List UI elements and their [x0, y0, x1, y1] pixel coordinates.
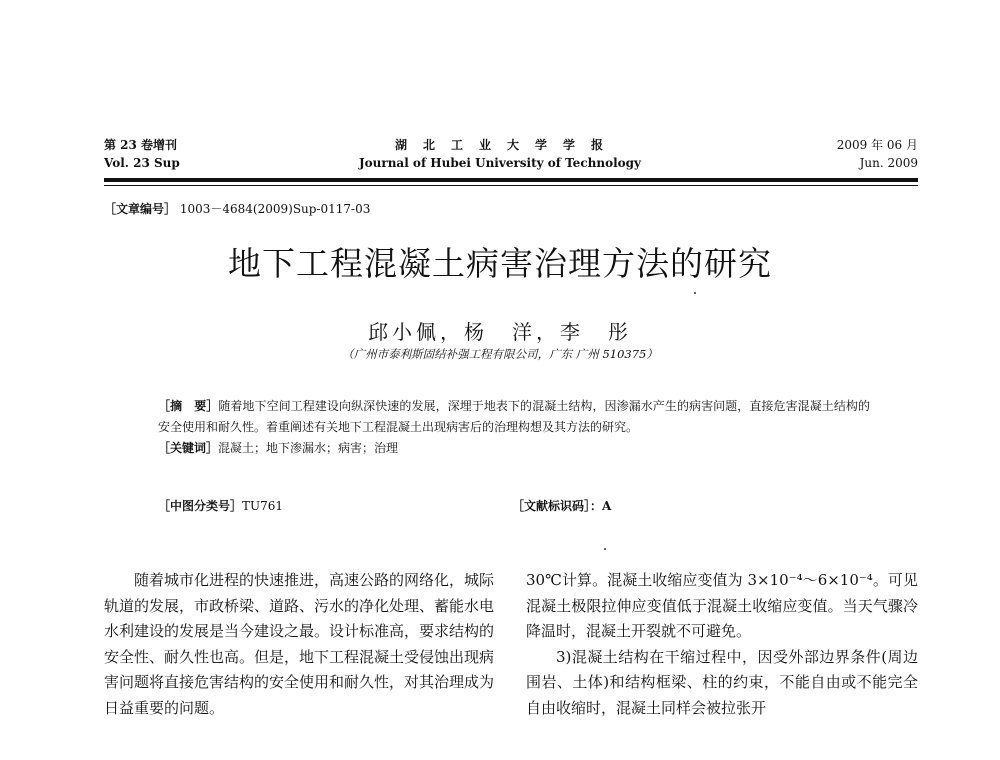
- issue-date-en: Jun. 2009: [859, 156, 918, 170]
- journal-volume: 第 23 卷增刊: [104, 138, 178, 152]
- authors: 邱小佩，杨 洋，李 彤: [368, 320, 632, 344]
- body-paragraph: 3)混凝土结构在干缩过程中，因受外部边界条件(周边围岩、土体)和结构框梁、柱的约束，不能自由或不能完全自由收缩时，混凝土同样会被拉张开: [526, 647, 918, 717]
- issue-date: 2009 年 06 月: [836, 138, 918, 152]
- document-code-label: ［文献标识码］：: [512, 499, 603, 513]
- header-rule-thick: [104, 178, 918, 182]
- clc-value: TU761: [242, 499, 284, 513]
- journal-name-en: Journal of Hubei University of Technology: [358, 156, 642, 170]
- body-left-column: [104, 568, 494, 721]
- affiliation: （广州市泰利斯固结补强工程有限公司，广东 广州 510375）: [342, 347, 658, 361]
- journal-name: 湖 北 工 业 大 学 学 报: [394, 138, 605, 152]
- header-rule-thin: [104, 185, 918, 186]
- clc-label: ［中图分类号］: [158, 499, 243, 513]
- article-number-label: ［文章编号］: [104, 202, 177, 216]
- abstract-label: ［摘 要］: [158, 399, 219, 413]
- paper-title: 地下工程混凝土病害治理方法的研究: [228, 244, 772, 283]
- keywords-label: ［关键词］: [158, 441, 219, 455]
- abstract-text: 随着地下空间工程建设向纵深快速的发展，深埋于地表下的混凝土结构，因渗漏水产生的病害问题，直接危害混凝土结构的安全使用和耐久性。着重阐述有关地下工程混凝土出现病害后的治理构想及其方法的研究。: [158, 399, 870, 434]
- body-paragraph: 随着城市化进程的快速推进，高速公路的网络化，城际轨道的发展，市政桥梁、道路、污水的净化处理、蓄能水电水利建设的发展是当今建设之最。设计标准高，要求结构的安全性、耐久性也高。但是，地下工程混凝土受侵蚀出现病害问题将直接危害结构的安全使用和耐久性，对其治理成为日益重要的问题。: [104, 571, 495, 717]
- clc-number: [158, 497, 283, 514]
- body-right-column: [526, 568, 918, 721]
- article-number-value: 1003－4684(2009)Sup-0117-03: [179, 202, 371, 216]
- document-code: [512, 497, 611, 514]
- document-code-value: A: [602, 499, 612, 513]
- keywords-text: 混凝土；地下渗漏水；病害；治理: [218, 441, 399, 455]
- article-number: [104, 200, 370, 217]
- scan-speck: [604, 548, 606, 550]
- body-paragraph: 30℃计算。混凝土收缩应变值为 3×10⁻⁴～6×10⁻⁴。可见混凝土极限拉伸应变值低于混凝土收缩应变值。当天气骤冷降温时，混凝土开裂就不可避免。: [526, 571, 918, 640]
- scan-speck: [694, 292, 696, 294]
- abstract: [158, 396, 870, 438]
- keywords: [158, 438, 870, 459]
- journal-volume-en: Vol. 23 Sup: [104, 156, 180, 170]
- abstract-block: [158, 396, 870, 459]
